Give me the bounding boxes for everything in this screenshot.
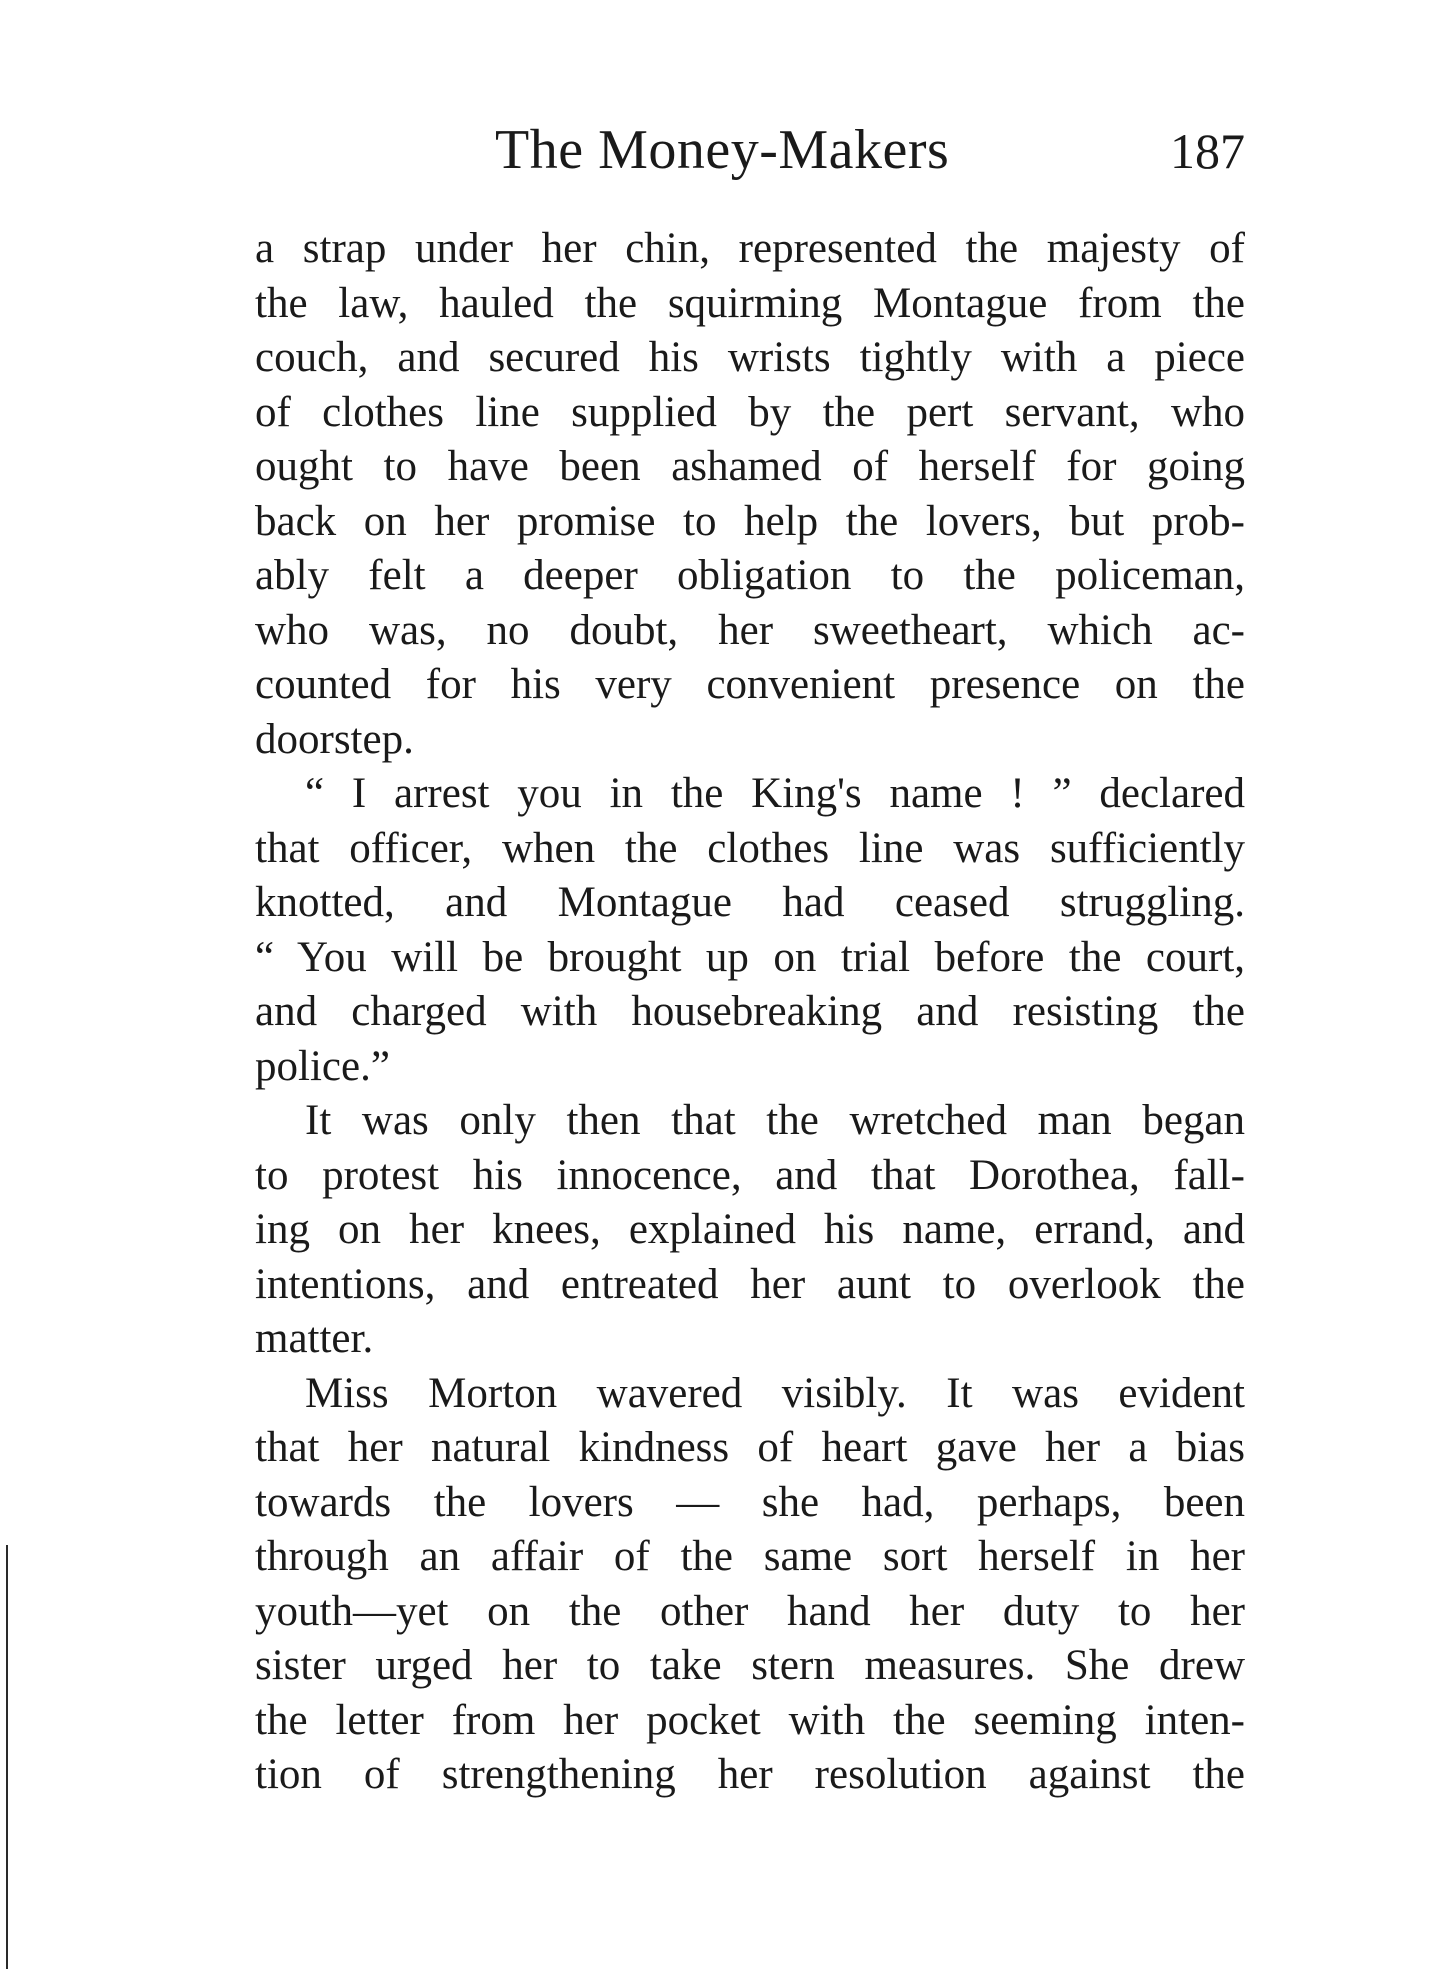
text-line: police.” bbox=[255, 1042, 390, 1090]
text-line: It was only then that the wretched man began bbox=[305, 1097, 1245, 1144]
running-title: The Money-Makers bbox=[495, 119, 950, 181]
text-line: that her natural kindness of heart gave her a bias bbox=[255, 1424, 1245, 1471]
text-line: knotted, and Montague had ceased struggling. bbox=[255, 879, 1245, 926]
text-line: couch, and secured his wrists tightly with a piece bbox=[255, 334, 1245, 381]
text-line: ought to have been ashamed of herself for going bbox=[255, 443, 1245, 490]
text-line: matter. bbox=[255, 1315, 374, 1362]
text-line: sister urged her to take stern measures. She drew bbox=[255, 1642, 1245, 1689]
page-number: 187 bbox=[1170, 123, 1245, 179]
text-line: that officer, when the clothes line was sufficiently bbox=[255, 824, 1245, 872]
text-line: counted for his very convenient presence on the bbox=[255, 661, 1245, 708]
text-line: “ I arrest you in the King's name ! ” declared bbox=[305, 770, 1245, 817]
text-line: Miss Morton wavered visibly. It was evident bbox=[305, 1369, 1245, 1417]
scan-edge-line bbox=[6, 1545, 8, 1969]
text-line: youth—yet on the other hand her duty to her bbox=[255, 1587, 1245, 1635]
text-line: intentions, and entreated her aunt to overlook the bbox=[255, 1260, 1245, 1308]
text-line: towards the lovers — she had, perhaps, been bbox=[255, 1478, 1245, 1526]
text-line: of clothes line supplied by the pert servant, who bbox=[255, 388, 1245, 436]
text-line: “ You will be brought up on trial before the court, bbox=[255, 933, 1245, 981]
text-line: through an affair of the same sort herself in her bbox=[255, 1533, 1245, 1580]
text-line: tion of strengthening her resolution against the bbox=[255, 1751, 1245, 1798]
page-header bbox=[255, 118, 1245, 198]
text-line: who was, no doubt, her sweetheart, which ac- bbox=[255, 606, 1245, 654]
text-line: a strap under her chin, represented the majesty of bbox=[255, 225, 1245, 272]
text-line: doorstep. bbox=[255, 715, 414, 763]
text-line: ably felt a deeper obligation to the policeman, bbox=[255, 552, 1245, 599]
text-line: ing on her knees, explained his name, errand, and bbox=[255, 1206, 1245, 1253]
body-text bbox=[255, 222, 1245, 1803]
text-line: and charged with housebreaking and resisting the bbox=[255, 988, 1245, 1035]
text-line: the letter from her pocket with the seeming inten- bbox=[255, 1696, 1245, 1744]
text-line: to protest his innocence, and that Dorothea, fall- bbox=[255, 1151, 1245, 1199]
text-line: the law, hauled the squirming Montague from the bbox=[255, 279, 1245, 327]
text-line: back on her promise to help the lovers, but prob- bbox=[255, 497, 1245, 545]
